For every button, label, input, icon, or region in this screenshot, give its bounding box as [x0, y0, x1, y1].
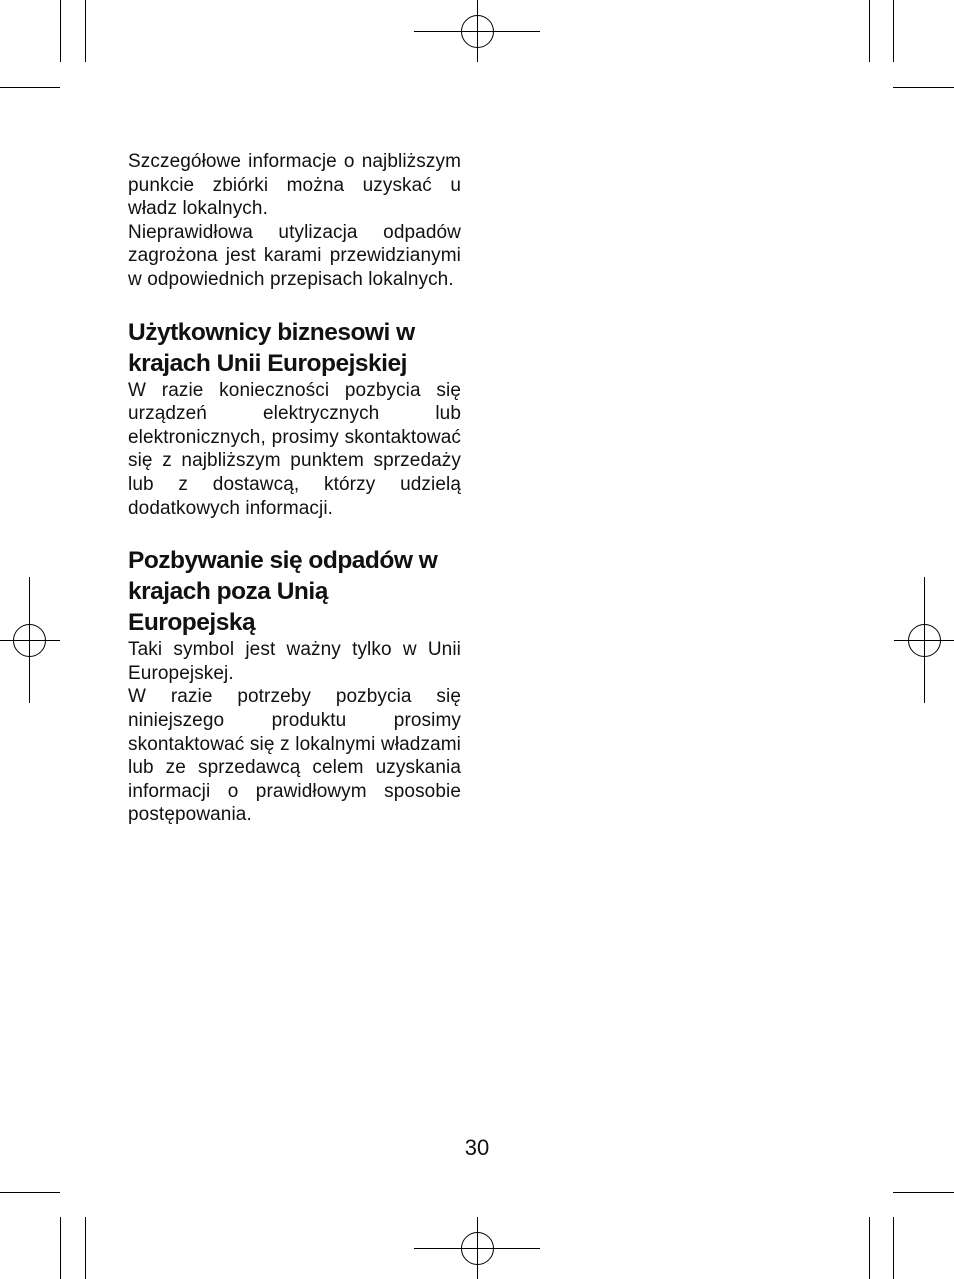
- registration-mark-bottom: [414, 1217, 540, 1279]
- paragraph: Szczegółowe informacje o najbliższym punkcie zbiórki można uzyskać u władz lokalnych.: [128, 151, 461, 220]
- section-disposal-outside-eu: [128, 545, 461, 827]
- section-heading: Pozbywanie się odpadów w krajach poza Unią Europejską: [128, 547, 438, 637]
- page-number: 30: [464, 1135, 490, 1160]
- crop-mark-top-right: [870, 0, 954, 88]
- paragraph: W razie konieczności pozbycia się urządzeń elektrycznych lub elektronicznych, prosimy skontaktować się z najbliższym punktem sprzedaży lub z dostawcą, którzy udzielą dodatkowych informacji.: [128, 379, 461, 519]
- crop-mark-top-left: [0, 0, 86, 88]
- crop-mark-bottom-left: [0, 1193, 86, 1279]
- section-collection-info: [128, 150, 461, 292]
- section-business-users-eu: [128, 317, 461, 521]
- registration-mark-right: [894, 577, 954, 703]
- text-column: [128, 150, 461, 827]
- paragraph: W razie potrzeby pozbycia się niniejszego produktu prosimy skontaktować się z lokalnymi władzami lub ze sprzedawcą celem uzyskania informacji o prawidłowym sposobie postępowania.: [128, 686, 461, 826]
- paragraph: Nieprawidłowa utylizacja odpadów zagrożona jest karami przewidzianymi w odpowiednich przepisach lokalnych.: [128, 221, 461, 290]
- section-heading: Użytkownicy biznesowi w krajach Unii Europejskiej: [128, 318, 415, 377]
- registration-mark-top: [414, 0, 540, 62]
- paragraph: Taki symbol jest ważny tylko w Unii Europejskej.: [128, 639, 461, 684]
- crop-mark-bottom-right: [870, 1193, 954, 1279]
- registration-mark-left: [0, 577, 60, 703]
